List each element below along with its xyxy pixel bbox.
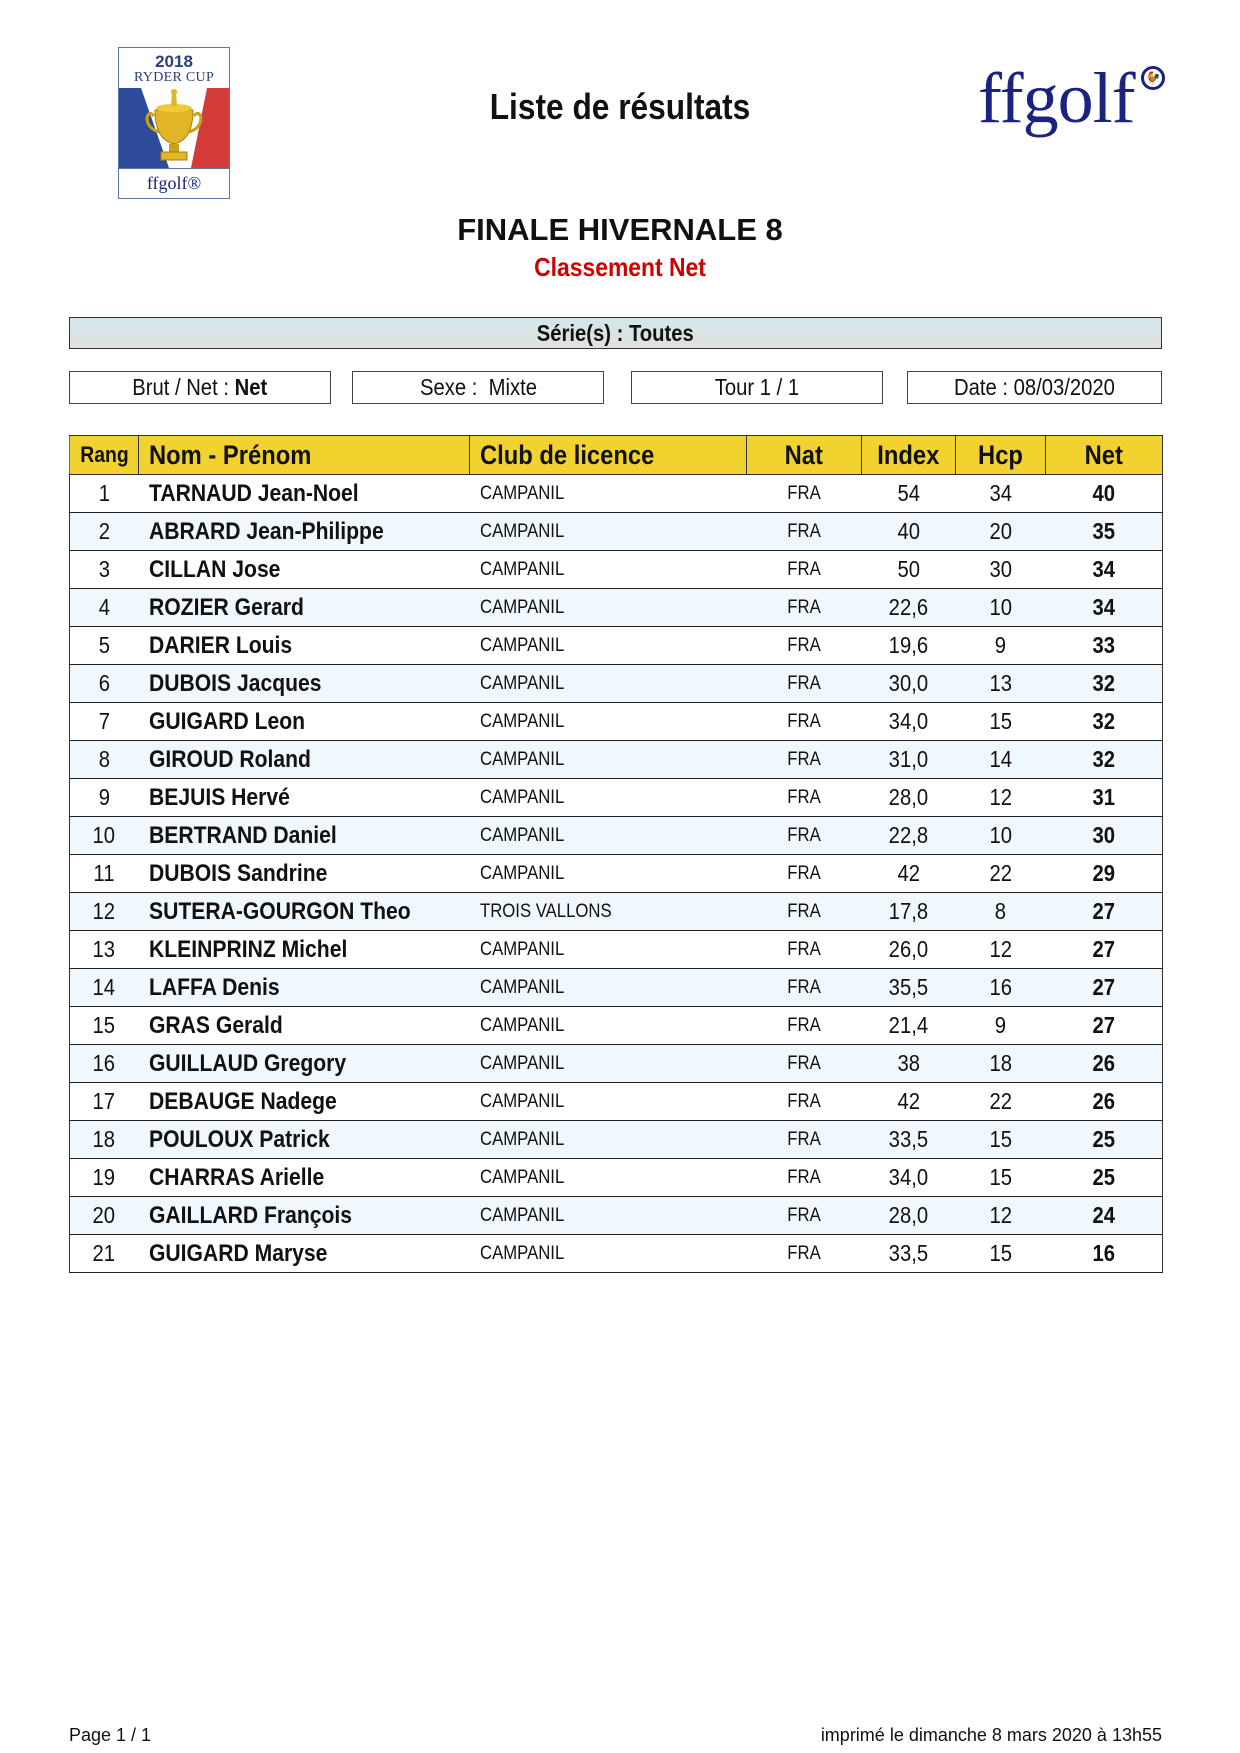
table-row — [70, 969, 1163, 1007]
cell-net: 33 — [1046, 627, 1163, 665]
cell-nom: DEBAUGE Nadege — [139, 1083, 470, 1121]
cell-hcp: 9 — [956, 627, 1046, 665]
cell-nom: POULOUX Patrick — [139, 1121, 470, 1159]
cell-nat: FRA — [747, 931, 862, 969]
cell-rang: 8 — [70, 741, 139, 779]
cell-hcp: 12 — [956, 779, 1046, 817]
cell-nom: KLEINPRINZ Michel — [139, 931, 470, 969]
cell-index: 33,5 — [862, 1235, 956, 1273]
cell-nom: DUBOIS Jacques — [139, 665, 470, 703]
column-header-hcp: Hcp — [956, 436, 1046, 475]
page-number: Page 1 / 1 — [69, 1725, 152, 1745]
table-row — [70, 1083, 1163, 1121]
cell-club: CAMPANIL — [470, 475, 747, 513]
table-row — [70, 627, 1163, 665]
table-row — [70, 1197, 1163, 1235]
cell-nat: FRA — [747, 1083, 862, 1121]
cell-rang: 11 — [70, 855, 139, 893]
cell-club: CAMPANIL — [470, 1235, 747, 1273]
table-row — [70, 703, 1163, 741]
cell-hcp: 10 — [956, 817, 1046, 855]
print-timestamp: imprimé le dimanche 8 mars 2020 à 13h55 — [820, 1725, 1162, 1745]
ffgolf-logo-text: ffgolf — [978, 58, 1135, 138]
cell-index: 28,0 — [862, 779, 956, 817]
cell-rang: 18 — [70, 1121, 139, 1159]
results-body — [70, 475, 1163, 1273]
cell-nom: CHARRAS Arielle — [139, 1159, 470, 1197]
cell-net: 32 — [1046, 741, 1163, 779]
cell-hcp: 22 — [956, 1083, 1046, 1121]
table-row — [70, 931, 1163, 969]
cell-net: 34 — [1046, 551, 1163, 589]
logo-ryder-cup-text: RYDER CUP — [133, 70, 215, 85]
cell-nat: FRA — [747, 589, 862, 627]
cell-hcp: 15 — [956, 1121, 1046, 1159]
cell-nat: FRA — [747, 703, 862, 741]
cell-nom: GUIGARD Maryse — [139, 1235, 470, 1273]
cell-nom: TARNAUD Jean-Noel — [139, 475, 470, 513]
table-row — [70, 1159, 1163, 1197]
cell-index: 38 — [862, 1045, 956, 1083]
cell-index: 22,8 — [862, 817, 956, 855]
cell-club: CAMPANIL — [470, 1197, 747, 1235]
cell-nat: FRA — [747, 741, 862, 779]
column-header-club: Club de licence — [470, 436, 747, 475]
cell-club: CAMPANIL — [470, 1007, 747, 1045]
cell-club: CAMPANIL — [470, 1083, 747, 1121]
cell-hcp: 16 — [956, 969, 1046, 1007]
date-box — [907, 371, 1162, 404]
cell-hcp: 34 — [956, 475, 1046, 513]
cell-club: CAMPANIL — [470, 1159, 747, 1197]
cell-net: 31 — [1046, 779, 1163, 817]
cell-club: CAMPANIL — [470, 1045, 747, 1083]
cell-hcp: 9 — [956, 1007, 1046, 1045]
cell-hcp: 18 — [956, 1045, 1046, 1083]
cell-nom: GIROUD Roland — [139, 741, 470, 779]
sexe-box — [352, 371, 604, 404]
table-header-row — [70, 436, 1163, 475]
cell-nat: FRA — [747, 1121, 862, 1159]
cell-nom: BERTRAND Daniel — [139, 817, 470, 855]
cell-rang: 4 — [70, 589, 139, 627]
cell-rang: 3 — [70, 551, 139, 589]
cell-rang: 15 — [70, 1007, 139, 1045]
logo-year: 2018 — [155, 52, 193, 71]
cell-index: 30,0 — [862, 665, 956, 703]
rooster-icon: 🐓 — [1141, 66, 1165, 90]
table-row — [70, 779, 1163, 817]
cell-net: 26 — [1046, 1045, 1163, 1083]
cell-nom: LAFFA Denis — [139, 969, 470, 1007]
cell-net: 25 — [1046, 1159, 1163, 1197]
cell-club: CAMPANIL — [470, 589, 747, 627]
cell-rang: 19 — [70, 1159, 139, 1197]
table-row — [70, 589, 1163, 627]
cell-index: 28,0 — [862, 1197, 956, 1235]
cell-index: 21,4 — [862, 1007, 956, 1045]
cell-nom: DARIER Louis — [139, 627, 470, 665]
cell-hcp: 10 — [956, 589, 1046, 627]
table-row — [70, 1007, 1163, 1045]
cell-index: 54 — [862, 475, 956, 513]
cell-net: 16 — [1046, 1235, 1163, 1273]
column-header-index: Index — [862, 436, 956, 475]
cell-nat: FRA — [747, 969, 862, 1007]
column-header-nat: Nat — [747, 436, 862, 475]
cell-rang: 12 — [70, 893, 139, 931]
cell-rang: 20 — [70, 1197, 139, 1235]
cell-hcp: 12 — [956, 1197, 1046, 1235]
cell-rang: 6 — [70, 665, 139, 703]
cell-hcp: 22 — [956, 855, 1046, 893]
cell-rang: 17 — [70, 1083, 139, 1121]
table-row — [70, 741, 1163, 779]
table-row — [70, 665, 1163, 703]
cell-rang: 9 — [70, 779, 139, 817]
cell-hcp: 15 — [956, 1159, 1046, 1197]
cell-nom: GUILLAUD Gregory — [139, 1045, 470, 1083]
cell-net: 27 — [1046, 969, 1163, 1007]
cell-nat: FRA — [747, 1007, 862, 1045]
cell-net: 27 — [1046, 1007, 1163, 1045]
cell-hcp: 14 — [956, 741, 1046, 779]
table-row — [70, 513, 1163, 551]
cell-nat: FRA — [747, 1045, 862, 1083]
table-row — [70, 1121, 1163, 1159]
cell-rang: 5 — [70, 627, 139, 665]
cell-index: 19,6 — [862, 627, 956, 665]
cell-nat: FRA — [747, 665, 862, 703]
cell-index: 35,5 — [862, 969, 956, 1007]
cell-rang: 14 — [70, 969, 139, 1007]
cell-index: 34,0 — [862, 703, 956, 741]
cell-club: CAMPANIL — [470, 513, 747, 551]
cell-net: 29 — [1046, 855, 1163, 893]
cell-hcp: 15 — [956, 1235, 1046, 1273]
cell-club: CAMPANIL — [470, 551, 747, 589]
brut-net-value: Net — [234, 374, 268, 400]
classement-type: Classement Net — [534, 252, 706, 282]
cell-rang: 2 — [70, 513, 139, 551]
cell-index: 42 — [862, 1083, 956, 1121]
brut-net-box — [69, 371, 331, 404]
cell-net: 24 — [1046, 1197, 1163, 1235]
cell-nat: FRA — [747, 1197, 862, 1235]
cell-rang: 13 — [70, 931, 139, 969]
table-row — [70, 893, 1163, 931]
document-title: Liste de résultats — [489, 86, 751, 127]
cell-hcp: 13 — [956, 665, 1046, 703]
cell-net: 34 — [1046, 589, 1163, 627]
table-row — [70, 1235, 1163, 1273]
cell-net: 32 — [1046, 665, 1163, 703]
cell-net: 40 — [1046, 475, 1163, 513]
cell-net: 27 — [1046, 931, 1163, 969]
cell-nom: GUIGARD Leon — [139, 703, 470, 741]
cell-club: CAMPANIL — [470, 703, 747, 741]
cell-net: 26 — [1046, 1083, 1163, 1121]
cell-nom: DUBOIS Sandrine — [139, 855, 470, 893]
cell-nom: GAILLARD François — [139, 1197, 470, 1235]
cell-club: CAMPANIL — [470, 969, 747, 1007]
table-row — [70, 551, 1163, 589]
cell-hcp: 12 — [956, 931, 1046, 969]
cell-club: CAMPANIL — [470, 627, 747, 665]
cell-nom: SUTERA-GOURGON Theo — [139, 893, 470, 931]
series-bar — [69, 317, 1162, 349]
cell-nat: FRA — [747, 855, 862, 893]
cell-nat: FRA — [747, 779, 862, 817]
results-table — [69, 435, 1163, 1273]
cell-index: 50 — [862, 551, 956, 589]
cell-hcp: 20 — [956, 513, 1046, 551]
cell-net: 25 — [1046, 1121, 1163, 1159]
cell-nom: GRAS Gerald — [139, 1007, 470, 1045]
table-row — [70, 855, 1163, 893]
column-header-rang: Rang — [70, 436, 139, 475]
cell-index: 40 — [862, 513, 956, 551]
cell-rang: 10 — [70, 817, 139, 855]
cell-nat: FRA — [747, 1159, 862, 1197]
cell-rang: 21 — [70, 1235, 139, 1273]
column-header-net: Net — [1046, 436, 1163, 475]
cell-nat: FRA — [747, 893, 862, 931]
brut-net-label: Brut / Net : — [132, 374, 235, 400]
table-row — [70, 475, 1163, 513]
cell-rang: 7 — [70, 703, 139, 741]
competition-name: FINALE HIVERNALE 8 — [457, 212, 783, 247]
column-header-nom: Nom - Prénom — [139, 436, 470, 475]
cell-nat: FRA — [747, 551, 862, 589]
cell-hcp: 8 — [956, 893, 1046, 931]
logo-ffgolf-text: ffgolf® — [119, 168, 229, 194]
cell-hcp: 15 — [956, 703, 1046, 741]
series-label: Série(s) : Toutes — [536, 320, 695, 346]
cell-net: 27 — [1046, 893, 1163, 931]
cell-net: 35 — [1046, 513, 1163, 551]
cell-club: CAMPANIL — [470, 665, 747, 703]
cell-index: 26,0 — [862, 931, 956, 969]
cell-index: 42 — [862, 855, 956, 893]
tour-box — [631, 371, 883, 404]
table-row — [70, 1045, 1163, 1083]
cell-net: 30 — [1046, 817, 1163, 855]
cell-nat: FRA — [747, 475, 862, 513]
cell-nom: BEJUIS Hervé — [139, 779, 470, 817]
sexe-label: Sexe : Mixte — [419, 374, 537, 400]
cell-club: CAMPANIL — [470, 855, 747, 893]
cell-rang: 16 — [70, 1045, 139, 1083]
cell-index: 17,8 — [862, 893, 956, 931]
tour-label: Tour 1 / 1 — [714, 374, 800, 400]
cell-club: CAMPANIL — [470, 1121, 747, 1159]
cell-nat: FRA — [747, 817, 862, 855]
cell-club: CAMPANIL — [470, 817, 747, 855]
cell-nat: FRA — [747, 627, 862, 665]
cell-net: 32 — [1046, 703, 1163, 741]
cell-rang: 1 — [70, 475, 139, 513]
cell-nat: FRA — [747, 1235, 862, 1273]
cell-index: 31,0 — [862, 741, 956, 779]
cell-index: 22,6 — [862, 589, 956, 627]
cell-nom: ABRARD Jean-Philippe — [139, 513, 470, 551]
cell-hcp: 30 — [956, 551, 1046, 589]
cell-nat: FRA — [747, 513, 862, 551]
date-label: Date : 08/03/2020 — [954, 374, 1115, 400]
cell-club: CAMPANIL — [470, 741, 747, 779]
cell-club: CAMPANIL — [470, 779, 747, 817]
cell-nom: ROZIER Gerard — [139, 589, 470, 627]
cell-club: TROIS VALLONS — [470, 893, 747, 931]
table-row — [70, 817, 1163, 855]
cell-nom: CILLAN Jose — [139, 551, 470, 589]
cell-index: 34,0 — [862, 1159, 956, 1197]
cell-club: CAMPANIL — [470, 931, 747, 969]
cell-index: 33,5 — [862, 1121, 956, 1159]
